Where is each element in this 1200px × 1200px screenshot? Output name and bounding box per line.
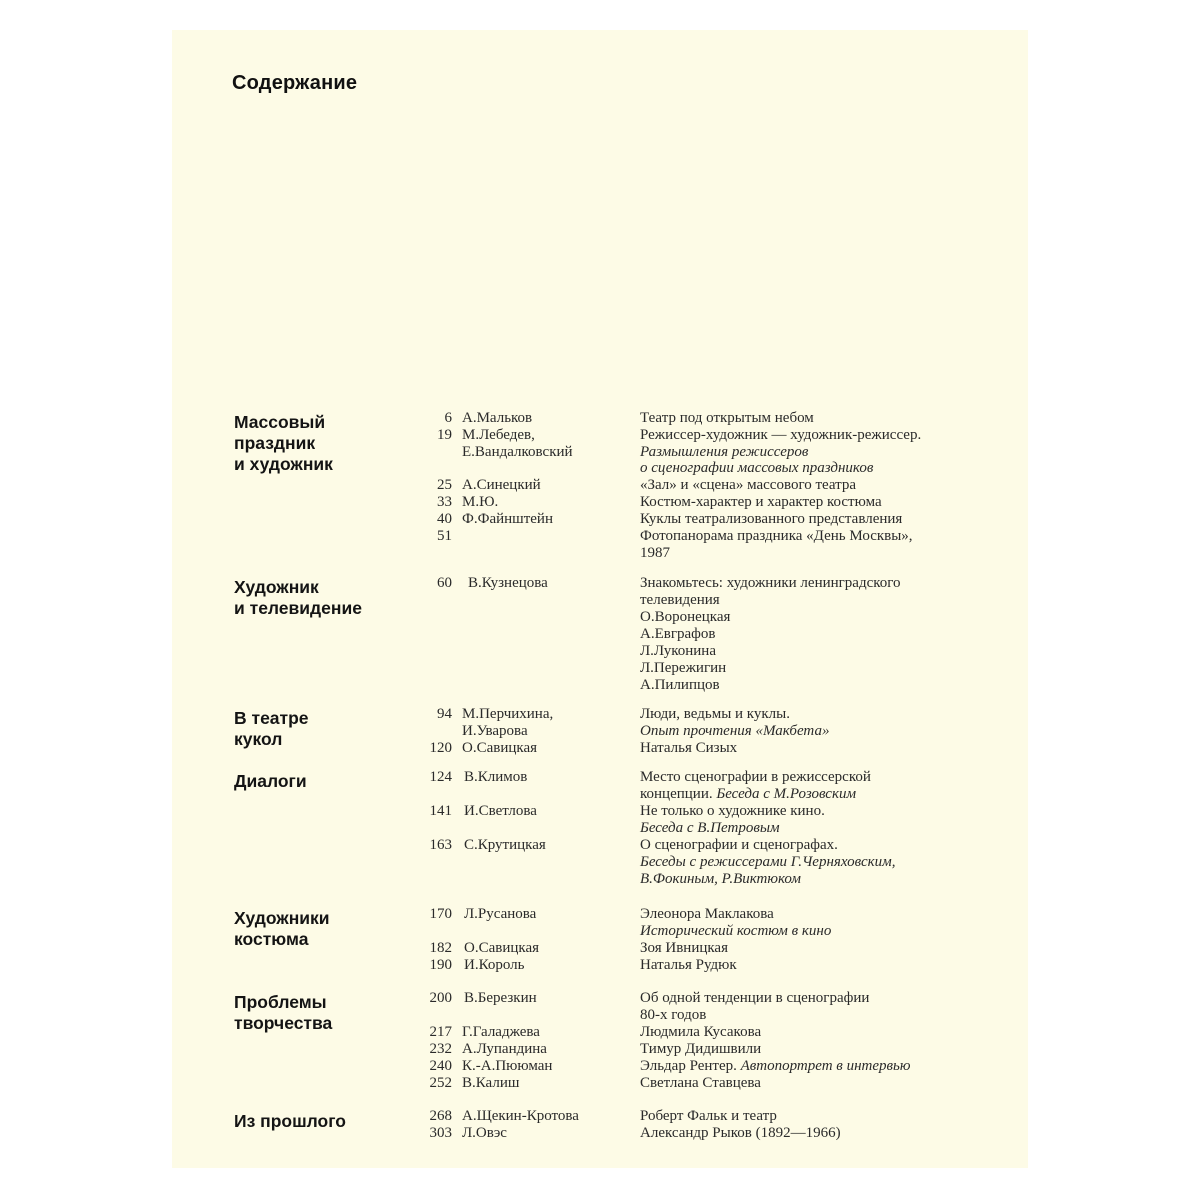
page-number: 190: [429, 957, 452, 973]
section-line: Из прошлого: [234, 1111, 346, 1131]
entry-title: 1987: [640, 545, 670, 561]
section-line: Массовый: [234, 412, 326, 432]
author: М.Ю.: [462, 494, 499, 510]
section-costume-artists: [234, 908, 330, 950]
author: И.Король: [464, 957, 525, 973]
entry-title: Костюм-характер и характер костюма: [640, 494, 882, 510]
section-past: [234, 1111, 346, 1132]
page-number: 60: [437, 575, 452, 591]
section-dialogues: [234, 771, 307, 792]
entry-title: Людмила Кусакова: [640, 1024, 762, 1040]
author: М.Перчихина,: [462, 706, 554, 722]
author: И.Светлова: [464, 803, 537, 819]
author: В.Климов: [464, 769, 528, 785]
page-number: 303: [429, 1125, 452, 1141]
author: М.Лебедев,: [462, 427, 535, 443]
author: Г.Галаджева: [462, 1024, 540, 1040]
page-number: 182: [429, 940, 452, 956]
entry-title: Наталья Сизых: [640, 740, 738, 756]
entry-title: Тимур Дидишвили: [640, 1041, 762, 1057]
section-line: и телевидение: [234, 598, 362, 618]
entry-title: [640, 786, 856, 803]
entry-title-italic-part: Беседа с М.Розовским: [716, 786, 857, 802]
entry-title: Александр Рыков (1892—1966): [640, 1125, 841, 1141]
section-line: и художник: [234, 454, 333, 474]
section-line: В театре: [234, 708, 309, 728]
section-television: [234, 577, 362, 619]
page-number: 120: [429, 740, 452, 756]
page-number: 252: [429, 1075, 452, 1091]
entry-title: «Зал» и «сцена» массового театра: [640, 477, 857, 493]
entry-title: Не только о художнике кино.: [640, 803, 825, 819]
author: А.Синецкий: [462, 477, 541, 493]
entry-title: О сценографии и сценографах.: [640, 837, 838, 853]
author: К.-А.Пююман: [462, 1058, 553, 1074]
page-number: 170: [429, 906, 452, 922]
entry-title-part: Эльдар Рентер.: [640, 1058, 737, 1074]
section-line: Художник: [234, 577, 319, 597]
page-number: 51: [437, 528, 452, 544]
section-problems: [234, 992, 332, 1034]
entry-title: Беседа с В.Петровым: [640, 820, 780, 836]
page-number: 240: [429, 1058, 452, 1074]
author: Е.Вандалковский: [462, 444, 573, 460]
author: А.Лупандина: [462, 1041, 547, 1057]
entry-title: Л.Луконина: [640, 643, 716, 659]
entry-title: Размышления режиссеров: [640, 444, 809, 460]
author: А.Щекин-Кротова: [462, 1108, 579, 1124]
entry-title: [640, 1058, 910, 1075]
entry-title: Об одной тенденции в сценографии: [640, 990, 870, 1006]
entry-title: Куклы театрализованного представления: [640, 511, 903, 527]
entry-title: Опыт прочтения «Макбета»: [640, 723, 830, 739]
entry-title: Фотопанорама праздника «День Москвы»,: [640, 528, 913, 544]
author: В.Калиш: [462, 1075, 520, 1091]
page-number: 25: [437, 477, 452, 493]
page-number: 232: [429, 1041, 452, 1057]
section-line: праздник: [234, 433, 316, 453]
entry-title: Элеонора Маклакова: [640, 906, 774, 922]
author: О.Савицкая: [462, 740, 537, 756]
page-number: 33: [437, 494, 452, 510]
author: В.Березкин: [464, 990, 537, 1006]
author: В.Кузнецова: [468, 575, 548, 591]
entry-title: телевидения: [640, 592, 720, 608]
entry-title-part: концепции.: [640, 786, 713, 802]
entry-title: Светлана Ставцева: [640, 1075, 761, 1091]
entry-title: Л.Пережигин: [640, 660, 727, 676]
entry-title: Режиссер-художник — художник-режиссер.: [640, 427, 922, 443]
contents-heading: Содержание: [232, 72, 358, 94]
page-number: 217: [429, 1024, 452, 1040]
page-number: 124: [429, 769, 452, 785]
entry-title: Знакомьтесь: художники ленинградского: [640, 575, 901, 591]
entry-title: Наталья Рудюк: [640, 957, 737, 973]
section-line: костюма: [234, 929, 309, 949]
entry-title: О.Воронецкая: [640, 609, 731, 625]
entry-title: Роберт Фальк и театр: [640, 1108, 777, 1124]
author: И.Уварова: [462, 723, 528, 739]
author: А.Мальков: [462, 410, 533, 426]
entry-title: Исторический костюм в кино: [640, 923, 832, 939]
author: С.Крутицкая: [464, 837, 546, 853]
author: Л.Русанова: [464, 906, 537, 922]
author: О.Савицкая: [464, 940, 539, 956]
entry-title: Место сценографии в режиссерской: [640, 769, 871, 785]
author: Ф.Файнштейн: [462, 511, 553, 527]
section-line: Проблемы: [234, 992, 327, 1012]
entry-title: 80-х годов: [640, 1007, 707, 1023]
entry-title: Беседы с режиссерами Г.Черняховским,: [640, 854, 896, 870]
entry-title: Зоя Ивницкая: [640, 940, 728, 956]
page-number: 200: [429, 990, 452, 1006]
section-line: творчества: [234, 1013, 333, 1033]
entry-title: Люди, ведьмы и куклы.: [640, 706, 790, 722]
page-number: 163: [429, 837, 452, 853]
entry-title-italic-part: Автопортрет в интервью: [740, 1058, 911, 1074]
entry-title: А.Евграфов: [640, 626, 716, 642]
entry-title: В.Фокиным, Р.Виктюком: [640, 871, 801, 887]
page-number: 94: [437, 706, 452, 722]
page-number: 6: [444, 410, 452, 426]
page-number: 141: [429, 803, 452, 819]
page-number: 19: [437, 427, 452, 443]
author: Л.Овэс: [462, 1125, 507, 1141]
section-mass-festival: [234, 412, 333, 475]
entry-title: А.Пилипцов: [640, 677, 720, 693]
page-number: 268: [429, 1108, 452, 1124]
page-number: 40: [437, 511, 452, 527]
section-line: Диалоги: [234, 771, 307, 791]
entry-title: Театр под открытым небом: [640, 410, 814, 426]
entry-title: о сценографии массовых праздников: [640, 460, 874, 476]
section-puppet-theatre: [234, 708, 309, 750]
section-line: кукол: [234, 729, 283, 749]
section-line: Художники: [234, 908, 330, 928]
